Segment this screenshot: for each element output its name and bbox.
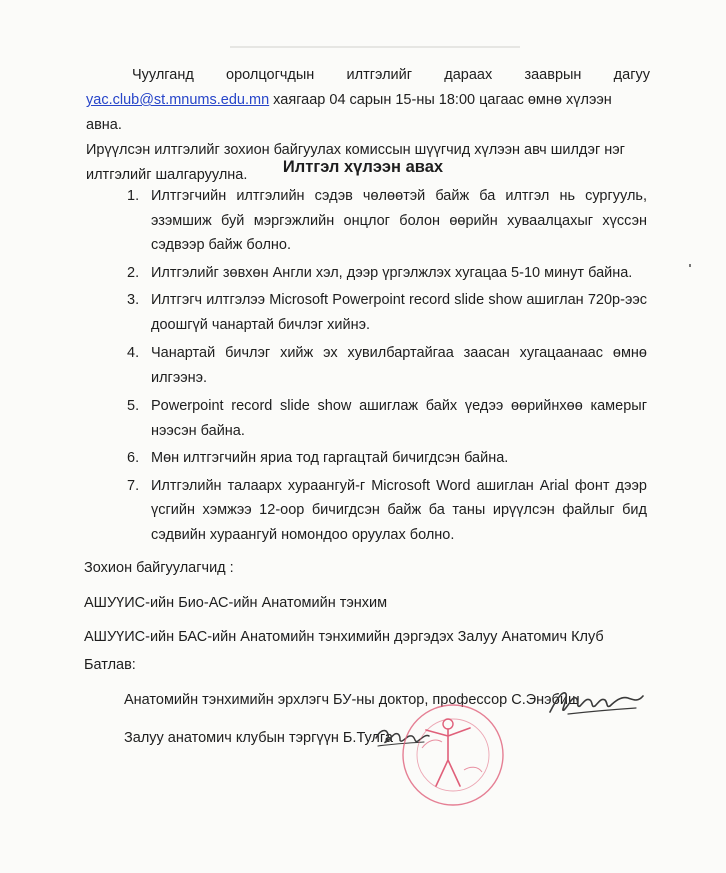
item-number: 1. <box>127 188 140 204</box>
intro-word: илтгэлийг <box>346 67 413 83</box>
item-text: Мөн илтгэгчийн яриа тод гаргацтай бичигдсэн байна. <box>151 450 509 466</box>
intro-word: Чуулганд <box>132 67 194 83</box>
list-item <box>127 261 647 286</box>
list-item <box>127 446 647 471</box>
list-item <box>127 474 647 548</box>
item-text: Powerpoint record slide show ашиглаж байх үедээ өөрийнхөө камерыг нээсэн байна. <box>151 398 647 439</box>
organization-stamp <box>398 700 508 810</box>
intro-word: зааврын <box>524 67 582 83</box>
intro-word: дагуу <box>613 67 650 83</box>
faint-header-line <box>230 46 520 48</box>
intro-line-1 <box>86 63 650 88</box>
rules-list <box>127 184 647 547</box>
item-number: 2. <box>127 264 140 281</box>
intro-word: оролцогчдын <box>226 67 315 83</box>
intro-line-3: Ирүүлсэн илтгэлийг зохион байгуулах комиссын шүүгчид хүлээн авч шилдэг нэг <box>86 142 625 158</box>
item-text: Илтгэгчийн илтгэлийн сэдэв чөлөөтэй байж ба илтгэл нь сургууль, эзэмшиж буй мэргэжлийн онцлог болон өөрийн хуваалцахыг хүссэн сэдвээр байж болно. <box>151 188 647 253</box>
intro-line-2 <box>86 88 650 138</box>
scan-speck <box>689 264 691 267</box>
intro-word: дараах <box>444 67 493 83</box>
organizers-label: Зохион байгуулагчид : <box>84 560 234 576</box>
approver-2: Залуу анатомич клубын тэргүүн Б.Тулга <box>124 730 393 746</box>
item-number: 7. <box>127 477 140 494</box>
intro-line-4: илтгэлийг шалгаруулна. <box>86 167 248 183</box>
list-item <box>127 394 647 443</box>
approver-1: Анатомийн тэнхимийн эрхлэгч БУ-ны доктор, профессор С.Энэбиш <box>124 692 580 708</box>
list-item <box>127 341 647 390</box>
item-text: Чанартай бичлэг хийж эх хувилбартайгаа заасан хугацаанаас өмнө илгээнэ. <box>151 345 647 386</box>
item-text: Илтгэгч илтгэлээ Microsoft Powerpoint record slide show ашиглан 720p-ээс доошгүй чанартай бичлэг хийнэ. <box>151 292 647 333</box>
organizer-1: АШУҮИС-ийн Био-АС-ийн Анатомийн тэнхим <box>84 595 388 611</box>
item-number: 5. <box>127 398 140 414</box>
list-item <box>127 288 647 337</box>
item-number: 3. <box>127 292 140 308</box>
email-link[interactable]: yac.club@st.mnums.edu.mn <box>86 92 270 108</box>
item-text: Илтгэлийг зөвхөн Англи хэл, дээр үргэлжлэх хугацаа 5-10 минут байна. <box>151 264 633 281</box>
item-text: Илтгэлийн талаарх хураангуй-г Microsoft Word ашиглан Arial фонт дээр үсгийн хэмжээ 12-оор бичигдсэн байж ба таны ирүүлсэн файлыг бид сэдвийн хураангуй номондоо оруулах болно. <box>151 477 647 543</box>
list-item <box>127 184 647 258</box>
section-heading: Илтгэл хүлээн авах <box>282 158 444 176</box>
organizer-2: АШУҮИС-ийн БАС-ийн Анатомийн тэнхимийн дэргэдэх Залуу Анатомич Клуб <box>84 629 604 645</box>
signature-enebish <box>546 686 646 720</box>
item-number: 6. <box>127 450 140 466</box>
intro-line-2-rest: хаягаар 04 сарын 15-ны 18:00 цагаас өмнө хүлээн авна. <box>86 92 612 133</box>
item-number: 4. <box>127 345 140 361</box>
approved-label: Батлав: <box>84 657 136 673</box>
